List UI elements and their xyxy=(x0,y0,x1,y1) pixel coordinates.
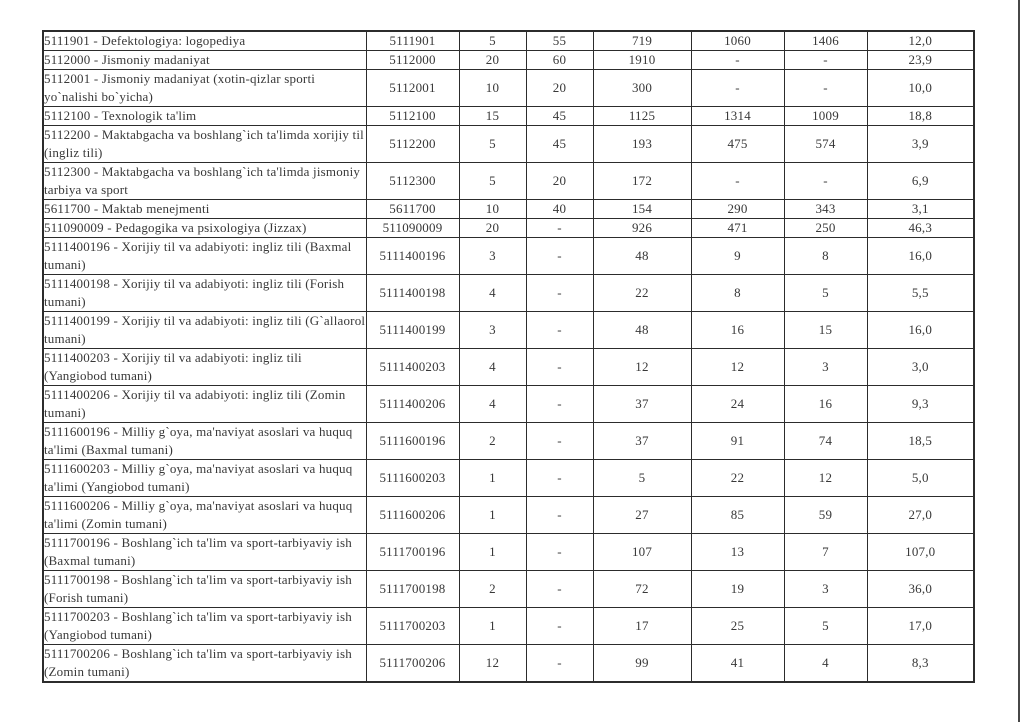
value-cell: 1 xyxy=(459,608,526,645)
value-cell: 5611700 xyxy=(366,200,459,219)
value-cell: 36,0 xyxy=(867,571,974,608)
value-cell: 4 xyxy=(459,275,526,312)
value-cell: 24 xyxy=(691,386,784,423)
value-cell: 9,3 xyxy=(867,386,974,423)
value-cell: 20 xyxy=(526,163,593,200)
value-cell: 3,1 xyxy=(867,200,974,219)
value-cell: 8 xyxy=(784,238,867,275)
value-cell: 3 xyxy=(784,349,867,386)
table-row xyxy=(43,275,974,312)
value-cell: 1 xyxy=(459,460,526,497)
value-cell: 91 xyxy=(691,423,784,460)
program-name-cell: 5111600196 - Milliy g`oya, ma'naviyat asoslari va huquq ta'limi (Baxmal tumani) xyxy=(43,423,366,460)
admissions-table xyxy=(42,30,975,683)
value-cell: - xyxy=(526,312,593,349)
value-cell: 48 xyxy=(593,238,691,275)
table-row xyxy=(43,219,974,238)
value-cell: - xyxy=(784,51,867,70)
value-cell: 193 xyxy=(593,126,691,163)
value-cell: 5 xyxy=(459,31,526,51)
value-cell: 20 xyxy=(526,70,593,107)
value-cell: 5112300 xyxy=(366,163,459,200)
value-cell: 5111700203 xyxy=(366,608,459,645)
program-name-cell: 5112100 - Texnologik ta'lim xyxy=(43,107,366,126)
value-cell: 511090009 xyxy=(366,219,459,238)
program-name-cell: 5111400199 - Xorijiy til va adabiyoti: ingliz tili (G`allaorol tumani) xyxy=(43,312,366,349)
table-row xyxy=(43,497,974,534)
value-cell: 41 xyxy=(691,645,784,683)
value-cell: 99 xyxy=(593,645,691,683)
program-name-cell: 5112001 - Jismoniy madaniyat (xotin-qizlar sporti yo`nalishi bo`yicha) xyxy=(43,70,366,107)
value-cell: 45 xyxy=(526,107,593,126)
value-cell: 27 xyxy=(593,497,691,534)
table-row xyxy=(43,51,974,70)
value-cell: 5111600203 xyxy=(366,460,459,497)
value-cell: 5111400196 xyxy=(366,238,459,275)
value-cell: 10 xyxy=(459,70,526,107)
value-cell: 1009 xyxy=(784,107,867,126)
value-cell: - xyxy=(784,70,867,107)
value-cell: 1125 xyxy=(593,107,691,126)
program-name-cell: 5111700198 - Boshlang`ich ta'lim va sport-tarbiyaviy ish (Forish tumani) xyxy=(43,571,366,608)
value-cell: 5111700198 xyxy=(366,571,459,608)
program-name-cell: 5111700203 - Boshlang`ich ta'lim va sport-tarbiyaviy ish (Yangiobod tumani) xyxy=(43,608,366,645)
program-name-cell: 511090009 - Pedagogika va psixologiya (Jizzax) xyxy=(43,219,366,238)
value-cell: 4 xyxy=(459,386,526,423)
value-cell: 2 xyxy=(459,571,526,608)
value-cell: 5111901 xyxy=(366,31,459,51)
value-cell: - xyxy=(526,238,593,275)
value-cell: 5111600206 xyxy=(366,497,459,534)
value-cell: 6,9 xyxy=(867,163,974,200)
value-cell: 10 xyxy=(459,200,526,219)
table-row xyxy=(43,312,974,349)
table-row xyxy=(43,238,974,275)
value-cell: - xyxy=(526,571,593,608)
value-cell: 48 xyxy=(593,312,691,349)
value-cell: 290 xyxy=(691,200,784,219)
value-cell: 5111700196 xyxy=(366,534,459,571)
table-row xyxy=(43,31,974,51)
value-cell: 45 xyxy=(526,126,593,163)
value-cell: 1406 xyxy=(784,31,867,51)
value-cell: - xyxy=(526,534,593,571)
value-cell: 16,0 xyxy=(867,312,974,349)
value-cell: - xyxy=(526,275,593,312)
value-cell: 12 xyxy=(593,349,691,386)
value-cell: 10,0 xyxy=(867,70,974,107)
program-name-cell: 5111400206 - Xorijiy til va adabiyoti: ingliz tili (Zomin tumani) xyxy=(43,386,366,423)
value-cell: 3,9 xyxy=(867,126,974,163)
value-cell: 5112000 xyxy=(366,51,459,70)
value-cell: 5111400203 xyxy=(366,349,459,386)
value-cell: 22 xyxy=(691,460,784,497)
program-name-cell: 5111901 - Defektologiya: logopediya xyxy=(43,31,366,51)
program-name-cell: 5111600203 - Milliy g`oya, ma'naviyat asoslari va huquq ta'limi (Yangiobod tumani) xyxy=(43,460,366,497)
value-cell: - xyxy=(526,219,593,238)
program-name-cell: 5112300 - Maktabgacha va boshlang`ich ta'limda jismoniy tarbiya va sport xyxy=(43,163,366,200)
value-cell: 20 xyxy=(459,219,526,238)
value-cell: 18,5 xyxy=(867,423,974,460)
value-cell: 8,3 xyxy=(867,645,974,683)
value-cell: 16 xyxy=(784,386,867,423)
program-name-cell: 5112000 - Jismoniy madaniyat xyxy=(43,51,366,70)
value-cell: 37 xyxy=(593,386,691,423)
value-cell: 15 xyxy=(784,312,867,349)
page-edge-line xyxy=(1018,0,1020,722)
value-cell: 5111600196 xyxy=(366,423,459,460)
value-cell: 1910 xyxy=(593,51,691,70)
value-cell: - xyxy=(691,163,784,200)
table-row xyxy=(43,608,974,645)
value-cell: 574 xyxy=(784,126,867,163)
admissions-table-body xyxy=(43,31,974,682)
value-cell: - xyxy=(526,645,593,683)
value-cell: 5 xyxy=(784,275,867,312)
value-cell: - xyxy=(526,460,593,497)
table-row xyxy=(43,423,974,460)
value-cell: 12 xyxy=(784,460,867,497)
value-cell: 18,8 xyxy=(867,107,974,126)
value-cell: 16,0 xyxy=(867,238,974,275)
program-name-cell: 5111400196 - Xorijiy til va adabiyoti: ingliz tili (Baxmal tumani) xyxy=(43,238,366,275)
value-cell: 60 xyxy=(526,51,593,70)
value-cell: 20 xyxy=(459,51,526,70)
table-row xyxy=(43,460,974,497)
value-cell: 59 xyxy=(784,497,867,534)
table-row xyxy=(43,645,974,683)
table-row xyxy=(43,107,974,126)
value-cell: 1314 xyxy=(691,107,784,126)
value-cell: 471 xyxy=(691,219,784,238)
table-row xyxy=(43,126,974,163)
table-row xyxy=(43,163,974,200)
value-cell: 250 xyxy=(784,219,867,238)
value-cell: 5111400206 xyxy=(366,386,459,423)
value-cell: 9 xyxy=(691,238,784,275)
value-cell: 5111700206 xyxy=(366,645,459,683)
value-cell: - xyxy=(691,70,784,107)
value-cell: 12 xyxy=(691,349,784,386)
value-cell: 5112200 xyxy=(366,126,459,163)
program-name-cell: 5111700196 - Boshlang`ich ta'lim va sport-tarbiyaviy ish (Baxmal tumani) xyxy=(43,534,366,571)
value-cell: 5 xyxy=(459,163,526,200)
value-cell: 85 xyxy=(691,497,784,534)
value-cell: - xyxy=(526,349,593,386)
value-cell: 3 xyxy=(459,238,526,275)
value-cell: 154 xyxy=(593,200,691,219)
value-cell: 7 xyxy=(784,534,867,571)
value-cell: 5 xyxy=(459,126,526,163)
value-cell: 5 xyxy=(593,460,691,497)
value-cell: 2 xyxy=(459,423,526,460)
value-cell: - xyxy=(784,163,867,200)
value-cell: - xyxy=(691,51,784,70)
program-name-cell: 5111600206 - Milliy g`oya, ma'naviyat asoslari va huquq ta'limi (Zomin tumani) xyxy=(43,497,366,534)
value-cell: 72 xyxy=(593,571,691,608)
value-cell: 22 xyxy=(593,275,691,312)
value-cell: 15 xyxy=(459,107,526,126)
table-row xyxy=(43,386,974,423)
value-cell: - xyxy=(526,386,593,423)
value-cell: 17 xyxy=(593,608,691,645)
program-name-cell: 5111400203 - Xorijiy til va adabiyoti: ingliz tili (Yangiobod tumani) xyxy=(43,349,366,386)
value-cell: 3,0 xyxy=(867,349,974,386)
value-cell: 23,9 xyxy=(867,51,974,70)
value-cell: 17,0 xyxy=(867,608,974,645)
value-cell: 1 xyxy=(459,534,526,571)
value-cell: 5111400198 xyxy=(366,275,459,312)
value-cell: 475 xyxy=(691,126,784,163)
value-cell: 3 xyxy=(784,571,867,608)
program-name-cell: 5111700206 - Boshlang`ich ta'lim va sport-tarbiyaviy ish (Zomin tumani) xyxy=(43,645,366,683)
value-cell: 55 xyxy=(526,31,593,51)
value-cell: 172 xyxy=(593,163,691,200)
program-name-cell: 5112200 - Maktabgacha va boshlang`ich ta'limda xorijiy til (ingliz tili) xyxy=(43,126,366,163)
value-cell: 19 xyxy=(691,571,784,608)
value-cell: 3 xyxy=(459,312,526,349)
value-cell: 300 xyxy=(593,70,691,107)
value-cell: 926 xyxy=(593,219,691,238)
value-cell: 46,3 xyxy=(867,219,974,238)
value-cell: 1060 xyxy=(691,31,784,51)
value-cell: - xyxy=(526,608,593,645)
value-cell: 37 xyxy=(593,423,691,460)
value-cell: 8 xyxy=(691,275,784,312)
value-cell: 107 xyxy=(593,534,691,571)
value-cell: 12 xyxy=(459,645,526,683)
table-row xyxy=(43,534,974,571)
value-cell: 5112100 xyxy=(366,107,459,126)
value-cell: 5,0 xyxy=(867,460,974,497)
value-cell: 27,0 xyxy=(867,497,974,534)
value-cell: 1 xyxy=(459,497,526,534)
table-row xyxy=(43,70,974,107)
value-cell: - xyxy=(526,497,593,534)
value-cell: - xyxy=(526,423,593,460)
value-cell: 107,0 xyxy=(867,534,974,571)
value-cell: 12,0 xyxy=(867,31,974,51)
value-cell: 4 xyxy=(784,645,867,683)
table-row xyxy=(43,200,974,219)
table-row xyxy=(43,349,974,386)
value-cell: 5112001 xyxy=(366,70,459,107)
value-cell: 40 xyxy=(526,200,593,219)
value-cell: 5 xyxy=(784,608,867,645)
program-name-cell: 5611700 - Maktab menejmenti xyxy=(43,200,366,219)
value-cell: 74 xyxy=(784,423,867,460)
value-cell: 5111400199 xyxy=(366,312,459,349)
value-cell: 5,5 xyxy=(867,275,974,312)
value-cell: 4 xyxy=(459,349,526,386)
program-name-cell: 5111400198 - Xorijiy til va adabiyoti: ingliz tili (Forish tumani) xyxy=(43,275,366,312)
value-cell: 719 xyxy=(593,31,691,51)
value-cell: 16 xyxy=(691,312,784,349)
value-cell: 343 xyxy=(784,200,867,219)
value-cell: 25 xyxy=(691,608,784,645)
value-cell: 13 xyxy=(691,534,784,571)
table-row xyxy=(43,571,974,608)
